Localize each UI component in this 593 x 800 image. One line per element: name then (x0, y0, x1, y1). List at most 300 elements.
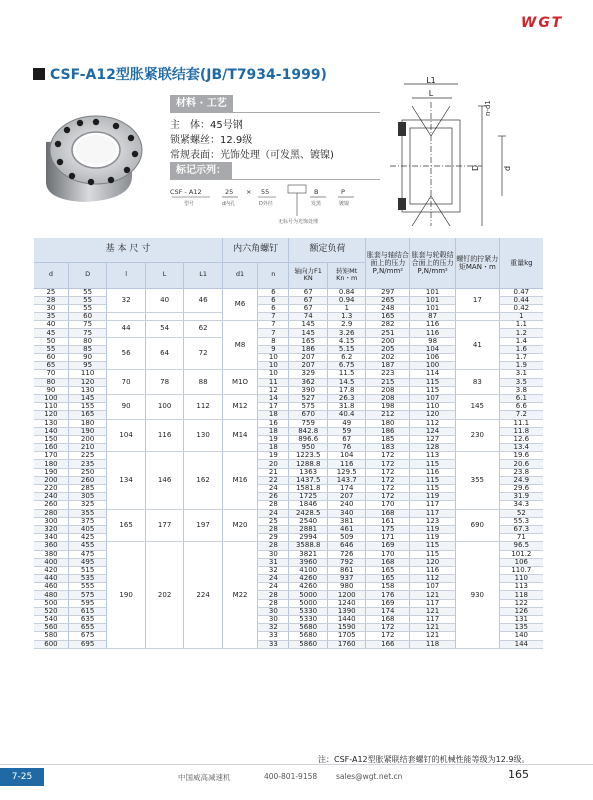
cell-n: 30 (258, 550, 289, 558)
cell-hub-pressure: 121 (410, 632, 456, 640)
cell-hub-pressure: 119 (410, 534, 456, 542)
cell-axial-force: 74 (289, 313, 328, 321)
cell-d: 130 (34, 419, 68, 427)
cell-d: 120 (34, 411, 68, 419)
cell-n: 24 (258, 575, 289, 583)
cell-torque-mt: 116 (327, 460, 366, 468)
cell-shaft-pressure: 175 (366, 525, 410, 533)
cell-shaft-pressure: 169 (366, 542, 410, 550)
cell-weight: 96.5 (499, 542, 543, 550)
cell-D: 210 (68, 444, 107, 452)
cell-weight: 1.6 (499, 345, 543, 353)
header-L: L (145, 262, 184, 288)
cell-weight: 6.6 (499, 403, 543, 411)
header-weight: 重量kg (499, 238, 543, 288)
cell-n: 21 (258, 468, 289, 476)
cell-axial-force: 362 (289, 378, 328, 386)
cell-weight: 126 (499, 607, 543, 615)
cell-n: 12 (258, 386, 289, 394)
cell-D: 80 (68, 337, 107, 345)
cell-D: 675 (68, 632, 107, 640)
cell-axial-force: 1363 (289, 468, 328, 476)
cell-shaft-pressure: 165 (366, 575, 410, 583)
cell-torque-man: 230 (455, 419, 499, 452)
cell-hub-pressure: 107 (410, 394, 456, 402)
cell-n: 32 (258, 624, 289, 632)
cell-hub-pressure: 118 (410, 640, 456, 648)
cell-shaft-pressure: 171 (366, 534, 410, 542)
material-bolt: 锁紧螺丝：12.9级 (170, 135, 253, 146)
cell-axial-force: 4260 (289, 583, 328, 591)
header-l: l (107, 262, 146, 288)
cell-n: 26 (258, 493, 289, 501)
cell-d: 45 (34, 329, 68, 337)
cell-shaft-pressure: 183 (366, 444, 410, 452)
cell-torque-mt: 1390 (327, 607, 366, 615)
cell-D: 55 (68, 296, 107, 304)
cell-axial-force: 1223.5 (289, 452, 328, 460)
cell-axial-force: 842.8 (289, 427, 328, 435)
cell-torque-man: 41 (455, 321, 499, 370)
cell-hub-pressure: 115 (410, 485, 456, 493)
cell-weight: 12.6 (499, 435, 543, 443)
cell-D: 305 (68, 493, 107, 501)
cell-D: 75 (68, 329, 107, 337)
cell-n: 10 (258, 354, 289, 362)
cell-n: 25 (258, 517, 289, 525)
cell-n: 29 (258, 534, 289, 542)
cell-shaft-pressure: 215 (366, 378, 410, 386)
cell-torque-mt: 11.5 (327, 370, 366, 378)
cell-d1: M8 (222, 321, 257, 370)
cell-torque-mt: 861 (327, 566, 366, 574)
cell-shaft-pressure: 223 (366, 370, 410, 378)
cell-D: 250 (68, 468, 107, 476)
cell-D: 475 (68, 550, 107, 558)
cell-hub-pressure: 116 (410, 321, 456, 329)
cell-d: 200 (34, 476, 68, 484)
cell-torque-mt: 1 (327, 304, 366, 312)
cell-D: 375 (68, 517, 107, 525)
cell-weight: 3.8 (499, 386, 543, 394)
cell-weight: 0.42 (499, 304, 543, 312)
cell-weight: 1.1 (499, 321, 543, 329)
cell-shaft-pressure: 172 (366, 493, 410, 501)
cell-weight: 1.9 (499, 362, 543, 370)
cell-n: 11 (258, 378, 289, 386)
header-load: 额定负荷 (289, 238, 366, 262)
marking-d: 25 (225, 188, 234, 196)
cell-d: 240 (34, 493, 68, 501)
cell-L1: 130 (184, 419, 223, 452)
cell-torque-mt: 76 (327, 444, 366, 452)
cell-D: 55 (68, 304, 107, 312)
cell-weight: 110 (499, 575, 543, 583)
cell-hub-pressure: 110 (410, 403, 456, 411)
cell-L: 146 (145, 452, 184, 509)
cell-L: 116 (145, 419, 184, 452)
header-n: n (258, 262, 289, 288)
cell-D: 110 (68, 370, 107, 378)
cell-shaft-pressure: 282 (366, 321, 410, 329)
cell-n: 22 (258, 476, 289, 484)
cell-n: 31 (258, 558, 289, 566)
cell-axial-force: 1846 (289, 501, 328, 509)
cell-hub-pressure: 113 (410, 452, 456, 460)
cell-axial-force: 67 (289, 304, 328, 312)
cell-hub-pressure: 115 (410, 460, 456, 468)
cell-hub-pressure: 116 (410, 566, 456, 574)
cell-hub-pressure: 116 (410, 468, 456, 476)
cell-D: 60 (68, 313, 107, 321)
cell-weight: 1 (499, 313, 543, 321)
cell-weight: 52 (499, 509, 543, 517)
cell-torque-mt: 461 (327, 525, 366, 533)
cell-n: 6 (258, 304, 289, 312)
cell-n: 7 (258, 321, 289, 329)
cell-d: 28 (34, 296, 68, 304)
cell-D: 355 (68, 509, 107, 517)
cell-d: 380 (34, 550, 68, 558)
cell-D: 165 (68, 411, 107, 419)
cell-n: 18 (258, 427, 289, 435)
cell-hub-pressure: 117 (410, 501, 456, 509)
cell-L1: 162 (184, 452, 223, 509)
marking-x: × (246, 188, 252, 196)
header-L1: L1 (184, 262, 223, 288)
cell-shaft-pressure: 185 (366, 435, 410, 443)
cell-shaft-pressure: 208 (366, 394, 410, 402)
cell-weight: 13.4 (499, 444, 543, 452)
cell-hub-pressure: 120 (410, 558, 456, 566)
cell-axial-force: 67 (289, 296, 328, 304)
cell-weight: 29.6 (499, 485, 543, 493)
cell-D: 285 (68, 485, 107, 493)
cell-hub-pressure: 121 (410, 624, 456, 632)
cell-D: 595 (68, 599, 107, 607)
cell-shaft-pressure: 170 (366, 501, 410, 509)
cell-D: 325 (68, 501, 107, 509)
cell-D: 260 (68, 476, 107, 484)
section-page-number: 7-25 (0, 768, 44, 786)
material-heading: 材料 · 工艺 (170, 95, 233, 112)
cell-D: 180 (68, 419, 107, 427)
cell-torque-mt: 14.5 (327, 378, 366, 386)
cell-l: 90 (107, 394, 146, 419)
marking-label-D: D外径 (259, 201, 273, 207)
cell-torque-mt: 31.8 (327, 403, 366, 411)
cell-weight: 24.9 (499, 476, 543, 484)
table-row (34, 419, 543, 427)
cell-n: 32 (258, 566, 289, 574)
cell-D: 695 (68, 640, 107, 648)
cell-hub-pressure: 128 (410, 444, 456, 452)
product-image (34, 108, 154, 208)
cell-axial-force: 575 (289, 403, 328, 411)
cell-hub-pressure: 115 (410, 476, 456, 484)
cell-d: 110 (34, 403, 68, 411)
cell-shaft-pressure: 205 (366, 345, 410, 353)
cell-torque-mt: 3.26 (327, 329, 366, 337)
cell-shaft-pressure: 297 (366, 288, 410, 296)
cell-torque-mt: 937 (327, 575, 366, 583)
cell-hub-pressure: 115 (410, 550, 456, 558)
cell-L1: 72 (184, 337, 223, 370)
cell-l: 134 (107, 452, 146, 509)
cell-shaft-pressure: 186 (366, 427, 410, 435)
cell-hub-pressure: 112 (410, 575, 456, 583)
cell-d: 150 (34, 435, 68, 443)
cell-d: 80 (34, 378, 68, 386)
cell-torque-mt: 792 (327, 558, 366, 566)
marking-label-none: 无标号为光饰处理 (278, 219, 319, 225)
cell-weight: 1.7 (499, 354, 543, 362)
cell-torque-mt: 4.15 (327, 337, 366, 345)
cell-torque-mt: 67 (327, 435, 366, 443)
cell-hub-pressure: 101 (410, 296, 456, 304)
cell-L1: 62 (184, 321, 223, 337)
marking-P: P (341, 188, 345, 196)
header-torque: 螺钉的拧紧力矩MAN・m (455, 238, 499, 288)
cell-torque-mt: 40.4 (327, 411, 366, 419)
cell-n: 24 (258, 485, 289, 493)
cell-d1: M16 (222, 452, 257, 509)
cell-D: 515 (68, 566, 107, 574)
svg-text:d: d (503, 165, 512, 171)
cell-D: 120 (68, 378, 107, 386)
cell-torque-mt: 129.5 (327, 468, 366, 476)
cell-n: 19 (258, 452, 289, 460)
footer-rule (0, 764, 593, 765)
cell-d: 180 (34, 460, 68, 468)
cell-D: 95 (68, 362, 107, 370)
cell-torque-mt: 17.8 (327, 386, 366, 394)
table-row (34, 542, 543, 550)
cell-shaft-pressure: 202 (366, 354, 410, 362)
cell-weight: 140 (499, 632, 543, 640)
cell-D: 190 (68, 427, 107, 435)
cell-hub-pressure: 107 (410, 583, 456, 591)
cell-hub-pressure: 120 (410, 411, 456, 419)
cell-n: 18 (258, 444, 289, 452)
cell-axial-force: 3588.8 (289, 542, 328, 550)
cell-n: 10 (258, 362, 289, 370)
cell-axial-force: 5000 (289, 599, 328, 607)
svg-text:L: L (428, 89, 434, 98)
cell-torque-man: 145 (455, 394, 499, 419)
cell-shaft-pressure: 172 (366, 476, 410, 484)
cell-axial-force: 329 (289, 370, 328, 378)
table-row (34, 394, 543, 402)
cell-torque-mt: 5.15 (327, 345, 366, 353)
cell-hub-pressure: 112 (410, 419, 456, 427)
cell-d1: M14 (222, 419, 257, 452)
cell-d1: M20 (222, 509, 257, 542)
cell-shaft-pressure: 265 (366, 296, 410, 304)
marking-example (170, 180, 390, 232)
spec-table-body (34, 288, 543, 648)
cell-axial-force: 390 (289, 386, 328, 394)
cell-d: 600 (34, 640, 68, 648)
cell-axial-force: 3821 (289, 550, 328, 558)
cell-n: 6 (258, 288, 289, 296)
cell-torque-mt: 1440 (327, 616, 366, 624)
header-shaft-pressure: 胀套与轴结合面上的压力P,N/mm² (366, 238, 410, 288)
cell-axial-force: 145 (289, 329, 328, 337)
cell-axial-force: 4100 (289, 566, 328, 574)
cell-d: 190 (34, 468, 68, 476)
marking-label-d: d内孔 (222, 201, 236, 207)
cell-n: 8 (258, 337, 289, 345)
cell-d: 460 (34, 583, 68, 591)
cell-d: 360 (34, 542, 68, 550)
cell-axial-force: 5330 (289, 607, 328, 615)
cell-L1: 112 (184, 394, 223, 419)
cell-L1: 224 (184, 542, 223, 648)
cell-l: 70 (107, 370, 146, 395)
cell-shaft-pressure: 161 (366, 517, 410, 525)
cell-d: 480 (34, 591, 68, 599)
cell-L: 202 (145, 542, 184, 648)
cell-n: 30 (258, 607, 289, 615)
cell-shaft-pressure: 212 (366, 411, 410, 419)
cell-torque-mt: 240 (327, 501, 366, 509)
cell-shaft-pressure: 165 (366, 313, 410, 321)
cell-axial-force: 950 (289, 444, 328, 452)
cell-hub-pressure: 114 (410, 370, 456, 378)
cell-axial-force: 1581.8 (289, 485, 328, 493)
cell-n: 7 (258, 313, 289, 321)
cell-hub-pressure: 101 (410, 288, 456, 296)
cell-d: 35 (34, 313, 68, 321)
cell-d: 580 (34, 632, 68, 640)
cell-d: 520 (34, 607, 68, 615)
cell-weight: 19.6 (499, 452, 543, 460)
cell-axial-force: 145 (289, 321, 328, 329)
cell-axial-force: 759 (289, 419, 328, 427)
cell-n: 28 (258, 599, 289, 607)
cell-d: 90 (34, 386, 68, 394)
cell-torque-mt: 59 (327, 427, 366, 435)
cell-d: 280 (34, 509, 68, 517)
cell-torque-mt: 509 (327, 534, 366, 542)
cell-L: 54 (145, 321, 184, 337)
cell-l: 104 (107, 419, 146, 452)
cell-axial-force: 67 (289, 288, 328, 296)
cell-weight: 71 (499, 534, 543, 542)
cell-weight: 20.6 (499, 460, 543, 468)
cell-shaft-pressure: 200 (366, 337, 410, 345)
cell-d: 320 (34, 525, 68, 533)
cell-n: 6 (258, 296, 289, 304)
footer-email: sales@wgt.net.cn (336, 772, 403, 781)
cell-axial-force: 5860 (289, 640, 328, 648)
cell-torque-man: 17 (455, 288, 499, 313)
cell-D: 405 (68, 525, 107, 533)
cell-torque-mt: 104 (327, 452, 366, 460)
cell-axial-force: 5330 (289, 616, 328, 624)
cell-shaft-pressure: 172 (366, 624, 410, 632)
table-row (34, 509, 543, 517)
cell-hub-pressure: 101 (410, 304, 456, 312)
cell-axial-force: 2881 (289, 525, 328, 533)
cell-weight: 113 (499, 583, 543, 591)
cell-n: 7 (258, 329, 289, 337)
cell-shaft-pressure: 165 (366, 566, 410, 574)
cell-d: 400 (34, 558, 68, 566)
cell-d: 50 (34, 337, 68, 345)
cell-torque-mt: 1200 (327, 591, 366, 599)
cell-hub-pressure: 121 (410, 607, 456, 615)
cell-torque-mt: 49 (327, 419, 366, 427)
table-row (34, 452, 543, 460)
cell-torque-mt: 340 (327, 509, 366, 517)
cell-weight: 7.2 (499, 411, 543, 419)
cell-torque-mt: 0.94 (327, 296, 366, 304)
cell-d: 440 (34, 575, 68, 583)
cell-l: 32 (107, 288, 146, 313)
cell-L1: 88 (184, 370, 223, 395)
cell-shaft-pressure: 158 (366, 583, 410, 591)
marking-label-P: 镀镍 (339, 201, 350, 207)
cell-hub-pressure: 115 (410, 386, 456, 394)
cell-D: 55 (68, 288, 107, 296)
cell-shaft-pressure: 170 (366, 550, 410, 558)
cell-shaft-pressure: 172 (366, 632, 410, 640)
cell-D: 655 (68, 624, 107, 632)
table-row (34, 370, 543, 378)
page-title: CSF-A12型胀紧联结套(JB/T7934-1999) (50, 67, 327, 83)
cell-n: 30 (258, 616, 289, 624)
cell-d: 560 (34, 624, 68, 632)
cell-axial-force: 5680 (289, 632, 328, 640)
cell-d: 55 (34, 345, 68, 353)
cell-D: 555 (68, 583, 107, 591)
cell-d: 25 (34, 288, 68, 296)
cell-torque-mt: 0.84 (327, 288, 366, 296)
cell-d: 340 (34, 534, 68, 542)
marking-label-model: 型号 (184, 201, 195, 207)
cell-weight: 34.3 (499, 501, 543, 509)
cell-shaft-pressure: 168 (366, 558, 410, 566)
cell-d1: M22 (222, 542, 257, 648)
cell-axial-force: 207 (289, 362, 328, 370)
cell-shaft-pressure: 172 (366, 460, 410, 468)
cell-n: 9 (258, 345, 289, 353)
cell-weight: 67.3 (499, 525, 543, 533)
cell-torque-mt: 381 (327, 517, 366, 525)
cell-d: 100 (34, 394, 68, 402)
cell-D: 90 (68, 354, 107, 362)
cell-n: 28 (258, 501, 289, 509)
marking-B: B (314, 188, 319, 196)
header-torque-mt: 转矩Mt Kn・m (327, 262, 366, 288)
cell-shaft-pressure: 172 (366, 485, 410, 493)
cell-axial-force: 207 (289, 354, 328, 362)
svg-text:WGT: WGT (520, 15, 564, 30)
cell-shaft-pressure: 187 (366, 362, 410, 370)
cell-weight: 144 (499, 640, 543, 648)
cell-torque-man: 83 (455, 370, 499, 395)
cell-weight: 0.44 (499, 296, 543, 304)
cell-D: 635 (68, 616, 107, 624)
footer-phone: 400-801-9158 (264, 772, 318, 781)
cell-torque-mt: 6.75 (327, 362, 366, 370)
cell-D: 155 (68, 403, 107, 411)
cell-d: 30 (34, 304, 68, 312)
cell-L: 40 (145, 288, 184, 313)
material-body: 主 体：45号钢 (170, 120, 243, 131)
